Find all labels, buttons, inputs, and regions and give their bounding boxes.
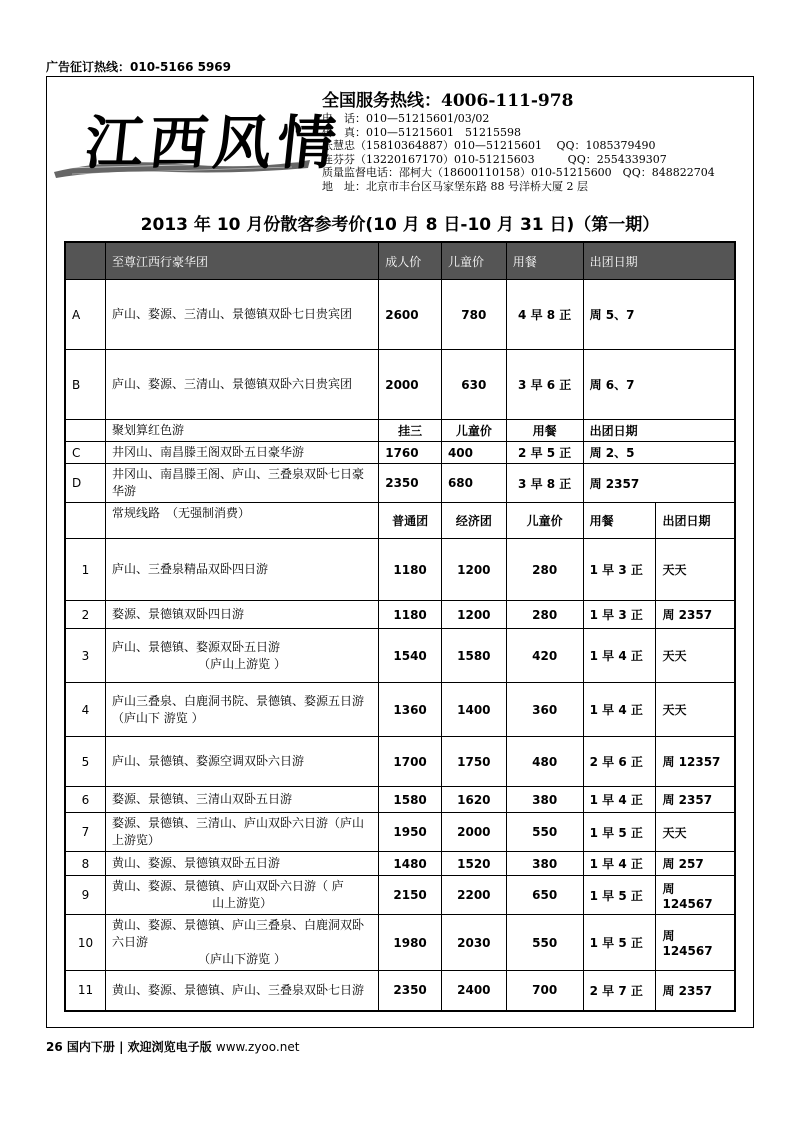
route-cell: 井冈山、南昌滕王阁、庐山、三叠泉双卧七日豪华游: [105, 464, 378, 503]
meal-cell: 2 早 7 正: [583, 971, 656, 1011]
meal-cell: 4 早 8 正: [506, 280, 583, 350]
date-cell: 天天: [656, 539, 735, 601]
route-cell: 井冈山、南昌滕王阁双卧五日豪华游: [105, 442, 378, 464]
route-note: 山上游览）: [212, 896, 273, 910]
table-row: [65, 813, 735, 852]
route-cell: 庐山、婺源、三清山、景德镇双卧六日贵宾团: [105, 350, 378, 420]
table-row: [65, 737, 735, 787]
table-subheader-row: [65, 420, 735, 442]
date-cell: 周 2357: [583, 464, 735, 503]
economy-price: 2200: [441, 876, 506, 915]
price-table: [64, 241, 736, 1012]
contact-line: 电 话：010—51215601/03/02: [322, 112, 490, 125]
date-cell: 周 257: [656, 852, 735, 876]
child-price: 400: [441, 442, 506, 464]
header-cell: 至尊江西行豪华团: [105, 242, 378, 280]
contact-block: [322, 90, 742, 193]
route-cell: [105, 737, 378, 787]
route-cell: [105, 852, 378, 876]
date-cell: 周 124567: [656, 876, 735, 915]
date-cell: 周 2、5: [583, 442, 735, 464]
table-row: [65, 629, 735, 683]
row-id: D: [65, 464, 105, 503]
header-cell: [65, 420, 105, 442]
child-price: 360: [506, 683, 583, 737]
economy-price: 1750: [441, 737, 506, 787]
header-cell: 常规线路 （无强制消费）: [105, 503, 378, 539]
child-price: 700: [506, 971, 583, 1011]
date-cell: 天天: [656, 683, 735, 737]
meal-cell: 1 早 5 正: [583, 915, 656, 971]
national-hotline: 全国服务热线：4006-111-978: [322, 91, 574, 111]
date-cell: 周 12357: [656, 737, 735, 787]
header-cell: 普通团: [379, 503, 442, 539]
child-price: 550: [506, 915, 583, 971]
header-cell: 出团日期: [656, 503, 735, 539]
child-price: 630: [441, 350, 506, 420]
header-cell: 儿童价: [441, 242, 506, 280]
table-row: [65, 601, 735, 629]
route-text: 庐山、景德镇、婺源空调双卧六日游: [111, 754, 304, 768]
normal-price: 1540: [379, 629, 442, 683]
adult-price: 2600: [379, 280, 442, 350]
route-cell: [105, 601, 378, 629]
normal-price: 1480: [379, 852, 442, 876]
adult-price: 2000: [379, 350, 442, 420]
economy-price: 2400: [441, 971, 506, 1011]
row-id: C: [65, 442, 105, 464]
meal-cell: 1 早 4 正: [583, 683, 656, 737]
meal-cell: 1 早 5 正: [583, 876, 656, 915]
page-number: 26: [46, 1040, 63, 1054]
header-cell: 儿童价: [506, 503, 583, 539]
child-price: 280: [506, 601, 583, 629]
header-cell: 用餐: [506, 242, 583, 280]
child-price: 680: [441, 464, 506, 503]
contact-line: 连芬芬（13220167170）010-51215603 QQ：2554339307: [322, 152, 667, 166]
table-row: [65, 915, 735, 971]
table-row: [65, 852, 735, 876]
normal-price: 1980: [379, 915, 442, 971]
row-id: 10: [65, 915, 105, 971]
child-price: 480: [506, 737, 583, 787]
table-row: [65, 539, 735, 601]
date-cell: 周 5、7: [583, 280, 735, 350]
adult-price: 2350: [379, 464, 442, 503]
meal-cell: 1 早 4 正: [583, 787, 656, 813]
header-cell: 用餐: [583, 503, 656, 539]
economy-price: 2030: [441, 915, 506, 971]
table-row: [65, 683, 735, 737]
contact-line: 张慧忠（15810364887）010—51215601 QQ：1085379490: [322, 139, 656, 152]
table-row: [65, 876, 735, 915]
table-subheader-row: [65, 503, 735, 539]
meal-cell: 1 早 5 正: [583, 813, 656, 852]
header-cell: 儿童价: [441, 420, 506, 442]
row-id: 8: [65, 852, 105, 876]
footer-url[interactable]: www.zyoo.net: [215, 1040, 300, 1054]
row-id: 3: [65, 629, 105, 683]
route-text: 黄山、婺源、景德镇、庐山、三叠泉双卧七日游: [111, 982, 364, 997]
route-cell: 庐山、婺源、三清山、景德镇双卧七日贵宾团: [105, 280, 378, 350]
route-note: （庐山下游览 ）: [198, 952, 286, 966]
table-row: [65, 442, 735, 464]
route-cell: [105, 787, 378, 813]
normal-price: 1580: [379, 787, 442, 813]
row-id: 9: [65, 876, 105, 915]
route-cell: [105, 683, 378, 737]
route-text: 庐山三叠泉、白鹿洞书院、景德镇、婺源五日游 （庐山下 游览 ）: [111, 693, 376, 725]
route-text: 黄山、婺源、景德镇、庐山双卧六日游（ 庐: [111, 879, 344, 893]
route-text: 黄山、婺源、景德镇、庐山三叠泉、白鹿洞双卧六日游: [111, 918, 364, 949]
row-id: 7: [65, 813, 105, 852]
meal-cell: 3 早 8 正: [506, 464, 583, 503]
child-price: 550: [506, 813, 583, 852]
economy-price: 1520: [441, 852, 506, 876]
route-cell: [105, 629, 378, 683]
economy-price: 1620: [441, 787, 506, 813]
header-cell: [65, 242, 105, 280]
normal-price: 2350: [379, 971, 442, 1011]
price-list-title: 2013 年 10 月份散客参考价(10 月 8 日-10 月 31 日)（第一期）: [140, 215, 660, 235]
child-price: 380: [506, 852, 583, 876]
route-text: 庐山、三叠泉精品双卧四日游: [111, 562, 268, 576]
table-row: [65, 464, 735, 503]
table-row: [65, 971, 735, 1011]
header-cell: 出团日期: [583, 242, 735, 280]
meal-cell: 1 早 3 正: [583, 601, 656, 629]
child-price: 780: [441, 280, 506, 350]
normal-price: 1700: [379, 737, 442, 787]
economy-price: 1200: [441, 539, 506, 601]
header-cell: 经济团: [441, 503, 506, 539]
contact-line: 地 址：北京市丰台区马家堡东路 88 号洋桥大厦 2 层: [322, 179, 588, 193]
footer-section: 国内下册: [66, 1040, 115, 1054]
footer-separator: |: [119, 1040, 124, 1054]
table-row: [65, 350, 735, 420]
route-text: 婺源、景德镇、三清山双卧五日游: [111, 792, 292, 806]
table-row: [65, 787, 735, 813]
contact-line: 质量监督电话：邵柯大（18600110158）010-51215600 QQ：848822704: [322, 166, 715, 179]
header-cell: 挂三: [379, 420, 442, 442]
economy-price: 1200: [441, 601, 506, 629]
date-cell: 周 2357: [656, 787, 735, 813]
child-price: 280: [506, 539, 583, 601]
normal-price: 1360: [379, 683, 442, 737]
route-text: 婺源、景德镇、三清山、庐山双卧六日游（庐山上游览）: [111, 816, 364, 847]
contact-line: 传 真：010—51215601 51215598: [322, 125, 521, 139]
row-id: A: [65, 280, 105, 350]
route-text: 婺源、景德镇双卧四日游: [111, 607, 244, 621]
economy-price: 1400: [441, 683, 506, 737]
logo: 江西风情: [81, 109, 346, 177]
route-cell: [105, 971, 378, 1011]
child-price: 420: [506, 629, 583, 683]
header-cell: 用餐: [506, 420, 583, 442]
meal-cell: 3 早 6 正: [506, 350, 583, 420]
child-price: 650: [506, 876, 583, 915]
row-id: 5: [65, 737, 105, 787]
row-id: 1: [65, 539, 105, 601]
row-id: B: [65, 350, 105, 420]
child-price: 380: [506, 787, 583, 813]
economy-price: 2000: [441, 813, 506, 852]
normal-price: 1950: [379, 813, 442, 852]
row-id: 11: [65, 971, 105, 1011]
row-id: 2: [65, 601, 105, 629]
route-text: 黄山、婺源、景德镇双卧五日游: [111, 856, 280, 870]
economy-price: 1580: [441, 629, 506, 683]
date-cell: 周 6、7: [583, 350, 735, 420]
adult-price: 1760: [379, 442, 442, 464]
table-row: [65, 280, 735, 350]
row-id: 6: [65, 787, 105, 813]
date-cell: 周 2357: [656, 971, 735, 1011]
date-cell: 天天: [656, 629, 735, 683]
meal-cell: 1 早 3 正: [583, 539, 656, 601]
date-cell: 周 124567: [656, 915, 735, 971]
meal-cell: 2 早 5 正: [506, 442, 583, 464]
route-cell: [105, 876, 378, 915]
route-cell: [105, 539, 378, 601]
header-cell: 成人价: [379, 242, 442, 280]
normal-price: 1180: [379, 539, 442, 601]
header-cell: 出团日期: [583, 420, 735, 442]
page-footer: [46, 1038, 299, 1055]
route-text: 庐山、景德镇、婺源双卧五日游: [111, 639, 280, 654]
date-cell: 天天: [656, 813, 735, 852]
meal-cell: 1 早 4 正: [583, 852, 656, 876]
route-cell: [105, 915, 378, 971]
meal-cell: 1 早 4 正: [583, 629, 656, 683]
route-cell: [105, 813, 378, 852]
normal-price: 2150: [379, 876, 442, 915]
header-cell: 聚划算红色游: [105, 420, 378, 442]
route-note: （庐山上游览 ）: [198, 656, 286, 671]
footer-slogan: 欢迎浏览电子版: [127, 1040, 212, 1054]
date-cell: 周 2357: [656, 601, 735, 629]
meal-cell: 2 早 6 正: [583, 737, 656, 787]
ad-hotline: 广告征订热线：010-5166 5969: [46, 60, 232, 74]
table-header-row: [65, 242, 735, 280]
normal-price: 1180: [379, 601, 442, 629]
row-id: 4: [65, 683, 105, 737]
header-cell: [65, 503, 105, 539]
